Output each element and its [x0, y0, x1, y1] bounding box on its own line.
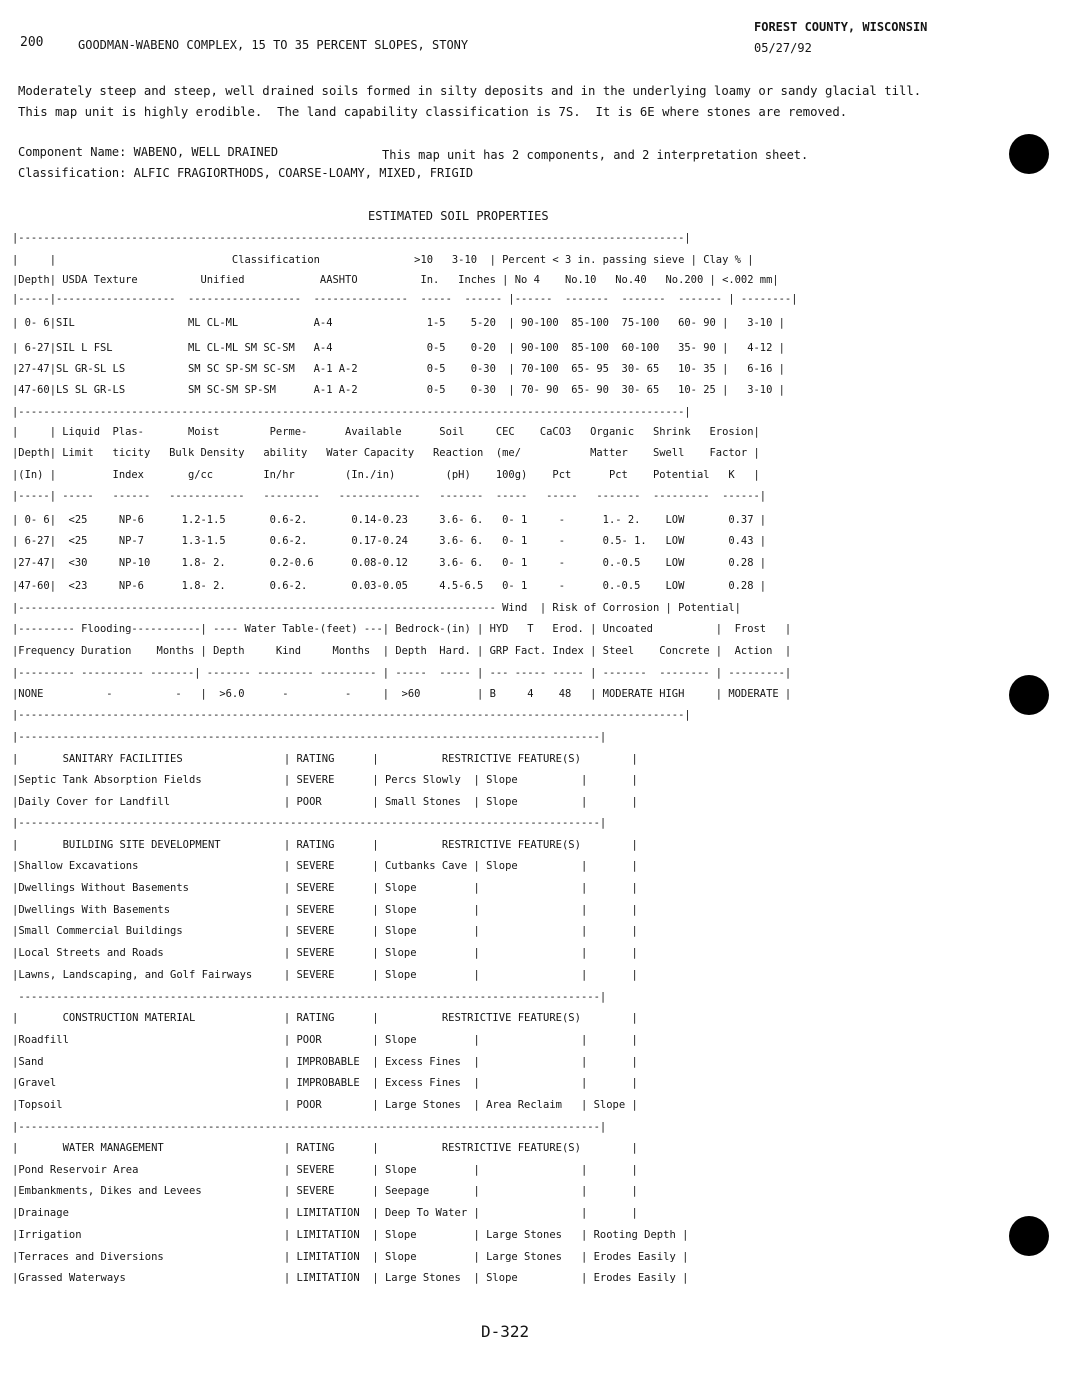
interp-line: |Dwellings With Basements | SEVERE | Slope | | |	[12, 904, 638, 916]
interp-line: |Daily Cover for Landfill | POOR | Small Stones | Slope | |	[12, 796, 638, 808]
interp-line: |Irrigation | LIMITATION | Slope | Large Stones | Rooting Depth |	[12, 1229, 689, 1241]
interp-line: |Embankments, Dikes and Levees | SEVERE | Seepage | | |	[12, 1185, 638, 1197]
classification-line: Classification: ALFIC FRAGIORTHODS, COARSE-LOAMY, MIXED, FRIGID	[18, 166, 474, 180]
binder-hole	[1009, 1216, 1049, 1256]
page-number: D-322	[481, 1322, 530, 1341]
table-line: |47-60| <23 NP-6 1.8- 2. 0.6-2. 0.03-0.05 4.5-6.5 0- 1 - 0.-0.5 LOW 0.28 |	[12, 580, 767, 592]
interp-line: |Dwellings Without Basements | SEVERE | Slope | | |	[12, 882, 638, 894]
interp-line: |Shallow Excavations | SEVERE | Cutbanks Cave | Slope | |	[12, 860, 638, 872]
interp-line: |Small Commercial Buildings | SEVERE | Slope | | |	[12, 925, 638, 937]
interp-line: |Topsoil | POOR | Large Stones | Area Reclaim | Slope |	[12, 1099, 638, 1111]
table-line: |--------- ---------- -------| ------- --------- --------- | ----- ----- | --- ----- ----- | ------- -------- | ---------|	[12, 667, 792, 679]
table-line: |-----| ----- ------ ------------ --------- ------------- ------- ----- ----- ------- --------- ------|	[12, 490, 767, 502]
table-line: |-----|------------------- ------------------ --------------- ----- ------ |------ ------- ------- ------- | --------|	[12, 293, 798, 305]
table-line: |(In) | Index g/cc In/hr (In./in) (pH) 100g) Pct Pct Potential K |	[12, 469, 760, 481]
table-line: |----------------------------------------------------------------------------------------------------------|	[12, 232, 691, 244]
description-line-1: Moderately steep and steep, well drained soils formed in silty deposits and in the underlying loamy or sandy glacial till.	[18, 84, 922, 98]
interp-line: |Sand | IMPROBABLE | Excess Fines | | |	[12, 1056, 638, 1068]
interp-line: |Pond Reservoir Area | SEVERE | Slope | | |	[12, 1164, 638, 1176]
table-line: |----------------------------------------------------------------------------------------------------------|	[12, 709, 691, 721]
interp-line: |Drainage | LIMITATION | Deep To Water | | |	[12, 1207, 638, 1219]
interp-line: |Terraces and Diversions | LIMITATION | Slope | Large Stones | Erodes Easily |	[12, 1251, 689, 1263]
interp-line: |Local Streets and Roads | SEVERE | Slope | | |	[12, 947, 638, 959]
table-line: |---------------------------------------------------------------------------- Wind | Risk of Corrosion | Potential|	[12, 602, 741, 614]
binder-hole	[1009, 675, 1049, 715]
interp-line: |--------------------------------------------------------------------------------------------|	[12, 731, 607, 743]
interp-line: |Septic Tank Absorption Fields | SEVERE | Percs Slowly | Slope | |	[12, 774, 638, 786]
interp-line: |Grassed Waterways | LIMITATION | Large Stones | Slope | Erodes Easily |	[12, 1272, 689, 1284]
table-line: |27-47| <30 NP-10 1.8- 2. 0.2-0.6 0.08-0.12 3.6- 6. 0- 1 - 0.-0.5 LOW 0.28 |	[12, 557, 767, 569]
table-line: | 0- 6| <25 NP-6 1.2-1.5 0.6-2. 0.14-0.23 3.6- 6. 0- 1 - 1.- 2. LOW 0.37 |	[12, 514, 767, 526]
component-name: Component Name: WABENO, WELL DRAINED	[18, 145, 279, 159]
table-line: |47-60|LS SL GR-LS SM SC-SM SP-SM A-1 A-2 0-5 0-30 | 70- 90 65- 90 30- 65 10- 25 | 3-10 |	[12, 384, 785, 396]
table-line: |----------------------------------------------------------------------------------------------------------|	[12, 406, 691, 418]
interp-line: |--------------------------------------------------------------------------------------------|	[12, 817, 607, 829]
table-line: |NONE - - | >6.0 - - | >60 | B 4 48 | MODERATE HIGH | MODERATE |	[12, 688, 792, 700]
interp-line: --------------------------------------------------------------------------------------------|	[12, 991, 607, 1003]
table-line: | 6-27|SIL L FSL ML CL-ML SM SC-SM A-4 0-5 0-20 | 90-100 85-100 60-100 35- 90 | 4-12 |	[12, 342, 785, 354]
report-date: 05/27/92	[754, 41, 812, 55]
interp-line: |Lawns, Landscaping, and Golf Fairways | SEVERE | Slope | | |	[12, 969, 638, 981]
table-line: | | Classification >10 3-10 | Percent < 3 in. passing sieve | Clay % |	[12, 254, 754, 266]
table-line: |Frequency Duration Months | Depth Kind Months | Depth Hard. | GRP Fact. Index | Steel Concrete | Action |	[12, 645, 792, 657]
table-line: |Depth| USDA Texture Unified AASHTO In. Inches | No 4 No.10 No.40 No.200 | <.002 mm|	[12, 274, 779, 286]
description-line-2: This map unit is highly erodible. The land capability classification is 7S. It is 6E where stones are removed.	[18, 105, 848, 119]
interp-line: | BUILDING SITE DEVELOPMENT | RATING | RESTRICTIVE FEATURE(S) |	[12, 839, 638, 851]
table-line: |--------- Flooding-----------| ---- Water Table-(feet) ---| Bedrock-(in) | HYD T Erod. | Uncoated | Frost |	[12, 623, 792, 635]
table-line: | 6-27| <25 NP-7 1.3-1.5 0.6-2. 0.17-0.24 3.6- 6. 0- 1 - 0.5- 1. LOW 0.43 |	[12, 535, 767, 547]
table-line: | | Liquid Plas- Moist Perme- Available Soil CEC CaCO3 Organic Shrink Erosion|	[12, 426, 760, 438]
table-line: |Depth| Limit ticity Bulk Density ability Water Capacity Reaction (me/ Matter Swell Factor |	[12, 447, 760, 459]
table-line: |27-47|SL GR-SL LS SM SC SP-SM SC-SM A-1 A-2 0-5 0-30 | 70-100 65- 95 30- 65 10- 35 | 6-16 |	[12, 363, 785, 375]
interp-line: | CONSTRUCTION MATERIAL | RATING | RESTRICTIVE FEATURE(S) |	[12, 1012, 638, 1024]
table-line: | 0- 6|SIL ML CL-ML A-4 1-5 5-20 | 90-100 85-100 75-100 60- 90 | 3-10 |	[12, 317, 785, 329]
binder-hole	[1009, 134, 1049, 174]
interp-line: | WATER MANAGEMENT | RATING | RESTRICTIVE FEATURE(S) |	[12, 1142, 638, 1154]
interp-line: |--------------------------------------------------------------------------------------------|	[12, 1121, 607, 1133]
map-unit-title: GOODMAN-WABENO COMPLEX, 15 TO 35 PERCENT SLOPES, STONY	[78, 38, 469, 52]
interp-line: |Gravel | IMPROBABLE | Excess Fines | | |	[12, 1077, 638, 1089]
components-note: This map unit has 2 components, and 2 interpretation sheet.	[382, 148, 809, 162]
interp-line: | SANITARY FACILITIES | RATING | RESTRICTIVE FEATURE(S) |	[12, 753, 638, 765]
interp-line: |Roadfill | POOR | Slope | | |	[12, 1034, 638, 1046]
properties-title: ESTIMATED SOIL PROPERTIES	[368, 209, 549, 223]
map-code: 200	[20, 35, 44, 50]
county-name: FOREST COUNTY, WISCONSIN	[754, 20, 928, 34]
